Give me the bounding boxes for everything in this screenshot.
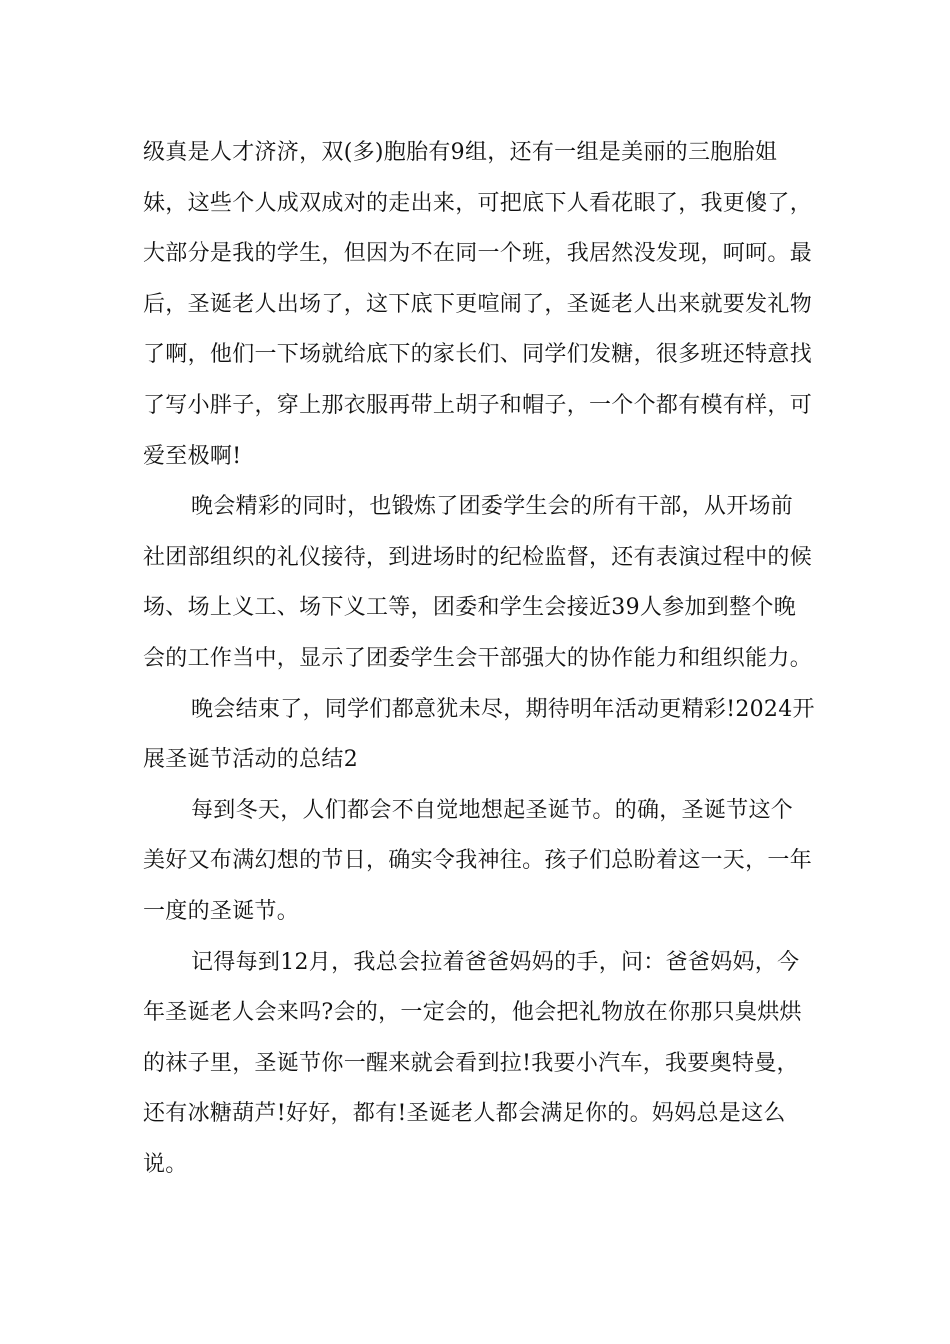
paragraph-1: 级真是人才济济，双(多)胞胎有9组，还有一组是美丽的三胞胎姐妹，这些个人成双成对的走出来，可把底下人看花眼了，我更傻了，大部分是我的学生，但因为不在同一个班，我居然没发现，呵呵。最后，圣诞老人出场了，这下底下更喧闹了，圣诞老人出来就要发礼物了啊，他们一下场就给底下的家长们、同学们发糖，很多班还特意找了写小胖子，穿上那衣服再带上胡子和帽子，一个个都有模有样，可爱至极啊! — [143, 140, 813, 469]
paragraph-4: 每到冬天，人们都会不自觉地想起圣诞节。的确，圣诞节这个美好又布满幻想的节日，确实令我神往。孩子们总盼着这一天，一年一度的圣诞节。 — [143, 797, 813, 924]
document-body — [143, 128, 815, 1190]
paragraph-2: 晚会精彩的同时，也锻炼了团委学生会的所有干部，从开场前社团部组织的礼仪接待，到进场时的纪检监督，还有表演过程中的候场、场上义工、场下义工等，团委和学生会接近39人参加到整个晚会的工作当中，显示了团委学生会干部强大的协作能力和组织能力。 — [143, 494, 813, 671]
paragraph-3: 晚会结束了，同学们都意犹未尽，期待明年活动更精彩!2024开展圣诞节活动的总结2 — [143, 696, 815, 773]
paragraph-5: 记得每到12月，我总会拉着爸爸妈妈的手，问：爸爸妈妈，今年圣诞老人会来吗?会的，一定会的，他会把礼物放在你那只臭烘烘的袜子里，圣诞节你一醒来就会看到拉!我要小汽车，我要奥特曼，还有冰糖葫芦!好好，都有!圣诞老人都会满足你的。妈妈总是这么说。 — [143, 949, 802, 1177]
